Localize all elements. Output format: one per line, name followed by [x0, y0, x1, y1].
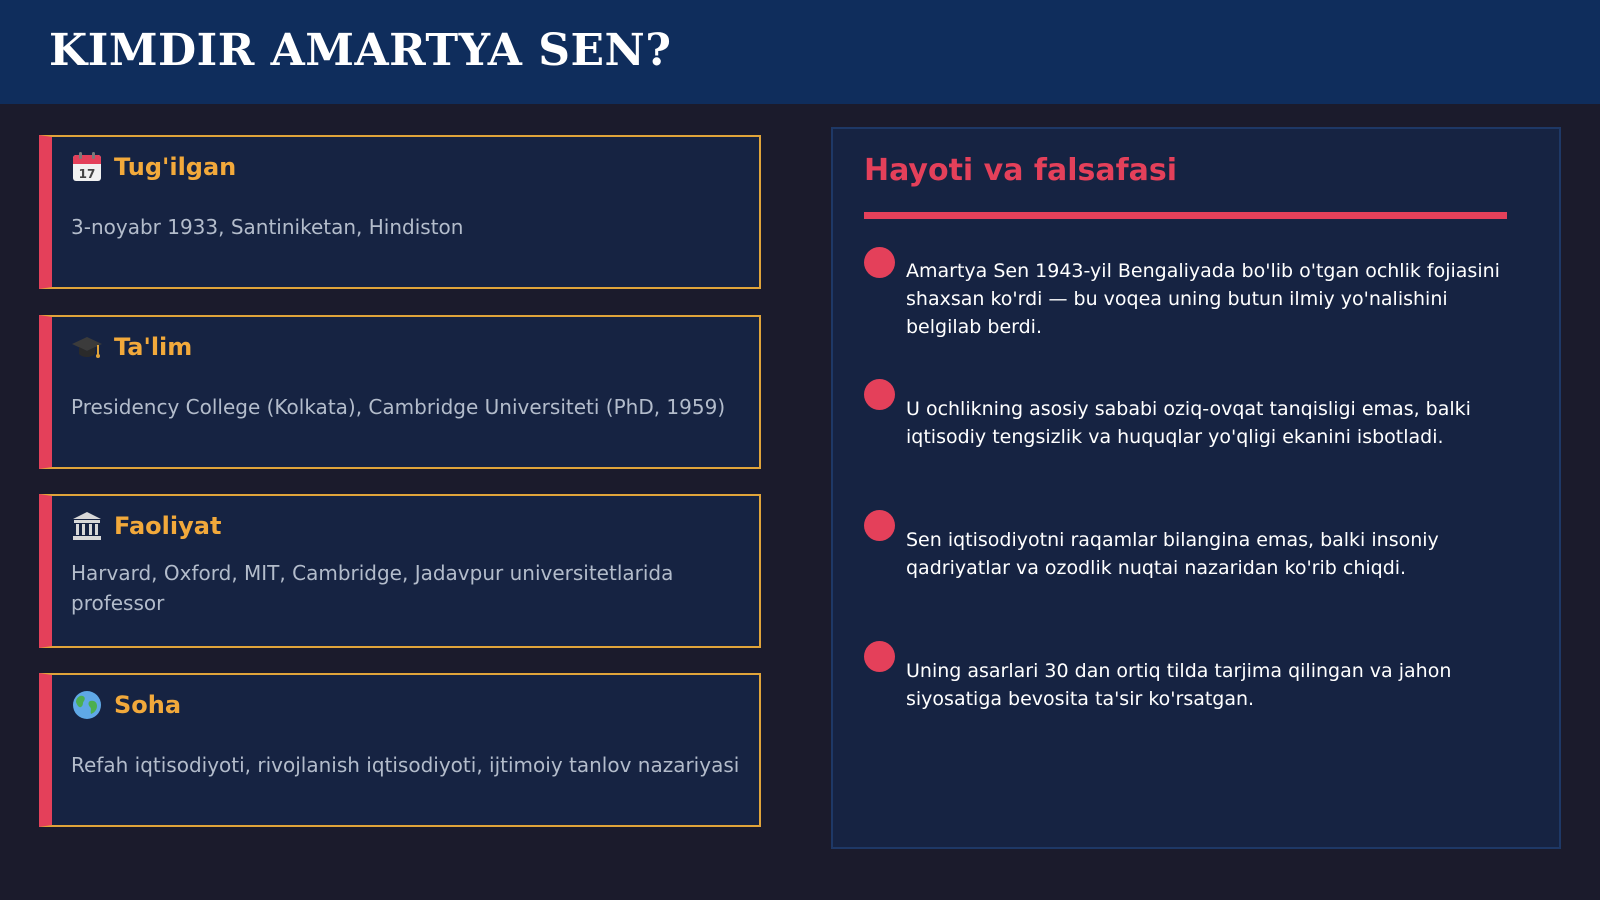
card-field: [39, 673, 761, 827]
card-title: Faoliyat: [114, 512, 222, 540]
card-activity: [39, 494, 761, 648]
page-title: KIMDIR AMARTYA SEN?: [49, 25, 672, 76]
card-header: [71, 508, 221, 544]
bullet-text: Uning asarlari 30 dan ortiq tilda tarjima qilingan va jahon siyosatiga bevosita ta'sir ko'rsatgan.: [906, 660, 1452, 710]
philosophy-panel: [831, 127, 1561, 849]
globe-icon: [71, 689, 103, 721]
card-text: Harvard, Oxford, MIT, Cambridge, Jadavpur universitetlarida professor: [71, 561, 674, 615]
bullet-text: Sen iqtisodiyotni raqamlar bilangina emas, balki insoniy qadriyatlar va ozodlik nuqtai nazaridan ko'rib chiqdi.: [906, 529, 1439, 579]
panel-title: Hayoti va falsafasi: [864, 153, 1178, 188]
classical-building-icon: [71, 510, 103, 542]
bullet-dot-icon: [864, 641, 895, 672]
svg-text:17: 17: [78, 167, 96, 181]
bullet-dot-icon: [864, 379, 895, 410]
graduation-cap-icon: [71, 331, 103, 363]
title-bar: [0, 0, 1600, 104]
card-title: Tug'ilgan: [114, 153, 237, 181]
bullet-text: U ochlikning asosiy sababi oziq-ovqat tanqisligi emas, balki iqtisodiy tengsizlik va huquqlar yo'qligi ekanini isbotladi.: [906, 398, 1471, 448]
card-text: Refah iqtisodiyoti, rivojlanish iqtisodiyoti, ijtimoiy tanlov nazariyasi: [71, 753, 740, 777]
bullet-dot-icon: [864, 247, 895, 278]
card-title: Soha: [114, 691, 182, 719]
card-header: [71, 687, 181, 723]
card-text: Presidency College (Kolkata), Cambridge Universiteti (PhD, 1959): [71, 395, 726, 419]
card-header: [71, 149, 236, 185]
card-title: Ta'lim: [114, 333, 193, 361]
card-text: 3-noyabr 1933, Santiniketan, Hindiston: [71, 215, 464, 239]
bullet-dot-icon: [864, 510, 895, 541]
bullet-text: Amartya Sen 1943-yil Bengaliyada bo'lib o'tgan ochlik fojiasini shaxsan ko'rdi — bu voqea uning butun ilmiy yo'nalishini belgilab berdi.: [906, 260, 1500, 338]
card-education: [39, 315, 761, 469]
card-header: [71, 329, 192, 365]
calendar-icon: [71, 151, 103, 183]
card-born: [39, 135, 761, 289]
title-underline: [864, 212, 1507, 219]
